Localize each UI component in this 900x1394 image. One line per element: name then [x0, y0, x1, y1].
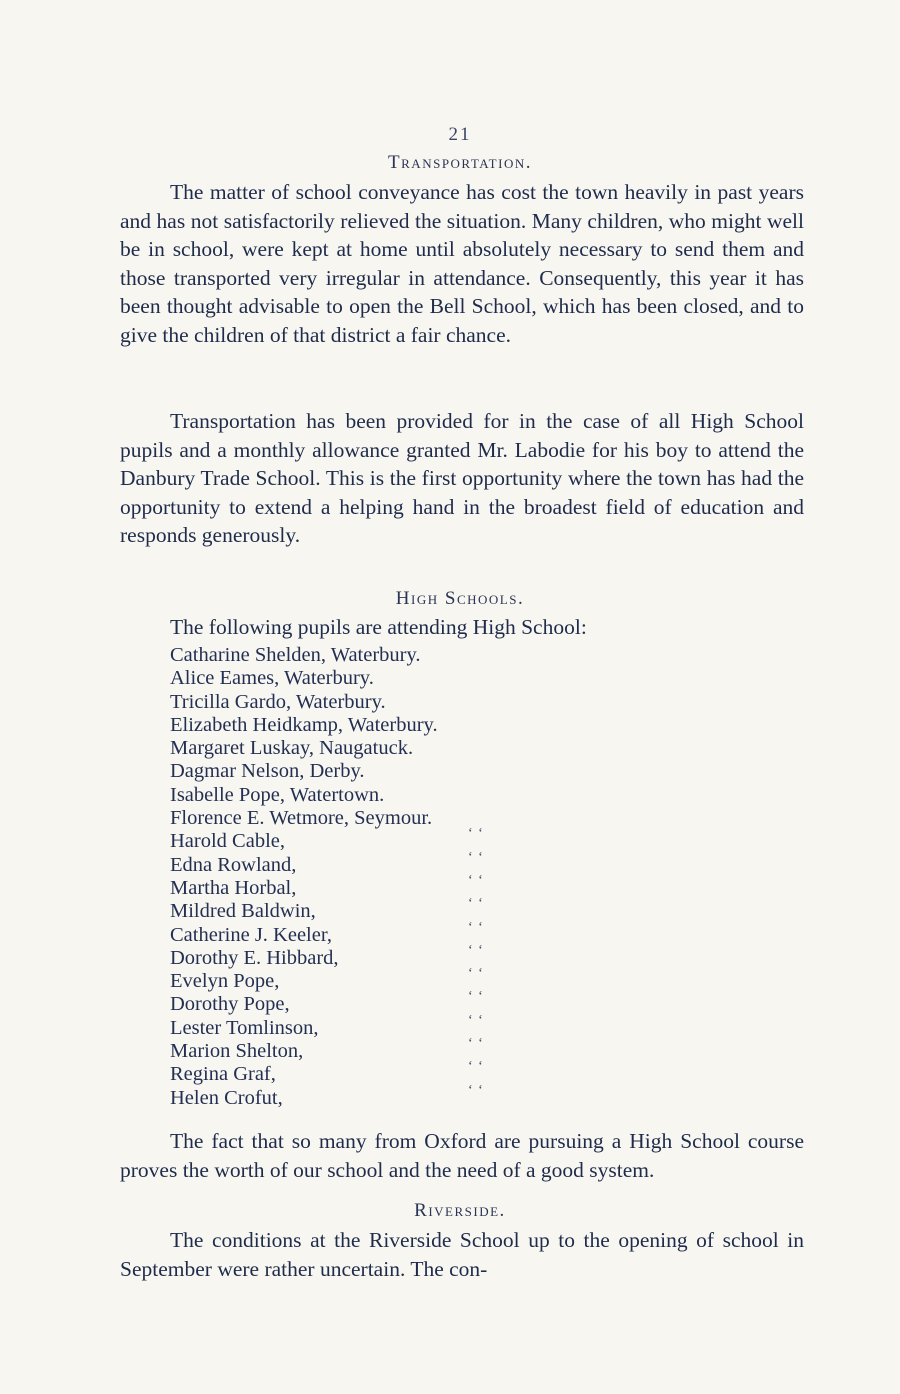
- ditto-mark: ‘ ‘: [468, 826, 484, 842]
- paragraph-text: The matter of school conveyance has cost the town heavily in past years and has not satisfactorily relieved the situation. Many children, who might well be in school, were kept at home until absolutely necessary to send them and those transported very irregular in attendance. Consequently, this year it has been thought advisable to open the Bell School, which has been closed, and to give the children of that district a fair chance.: [120, 180, 804, 347]
- pupil-name: Evelyn Pope,: [170, 970, 280, 993]
- heading-transportation: Transportation.: [388, 152, 532, 173]
- pupil-name: Isabelle Pope, Watertown.: [170, 783, 385, 806]
- pupil-name: Edna Rowland,: [170, 853, 297, 876]
- pupil-name: Lester Tomlinson,: [170, 1016, 319, 1039]
- pupil-list-item: [170, 1036, 590, 1063]
- pupil-list-item: [170, 760, 590, 783]
- ditto-mark: ‘ ‘: [468, 966, 484, 982]
- paragraph-high-schools-closing: [120, 1127, 804, 1184]
- ditto-mark: ‘ ‘: [468, 1036, 484, 1052]
- pupil-list-item: [170, 737, 590, 760]
- pupil-list-item: [170, 872, 590, 900]
- pupil-list-item: [170, 644, 590, 667]
- pupil-name: Tricilla Gardo, Waterbury.: [170, 690, 386, 713]
- pupil-list-item: [170, 849, 590, 877]
- paragraph-text: The conditions at the Riverside School up to the opening of school in September were rather uncertain. The con-: [120, 1228, 804, 1281]
- ditto-mark: ‘ ‘: [468, 872, 484, 888]
- pupil-name: Dorothy E. Hibbard,: [170, 946, 339, 969]
- pupil-list-item: [170, 1082, 590, 1110]
- pupil-name: Margaret Luskay, Naugatuck.: [170, 737, 414, 760]
- pupil-list-item: [170, 667, 590, 690]
- ditto-mark: ‘ ‘: [468, 849, 484, 865]
- pupil-name: Marion Shelton,: [170, 1040, 304, 1063]
- pupil-list-item: [170, 896, 590, 923]
- ditto-mark: ‘ ‘: [468, 1012, 484, 1028]
- ditto-mark: ‘ ‘: [468, 1059, 484, 1075]
- pupil-name: Florence E. Wetmore, Seymour.: [170, 807, 433, 830]
- paragraph-text: The fact that so many from Oxford are pursuing a High School course proves the worth of our school and the need of a good system.: [120, 1129, 804, 1182]
- pupil-name: Alice Eames, Waterbury.: [170, 667, 374, 690]
- pupil-list-item: [170, 826, 590, 853]
- paragraph-text: Transportation has been provided for in the case of all High School pupils and a monthly allowance granted Mr. Labodie for his boy to attend the Danbury Trade School. This is the first opportunity where the town has had the opportunity to extend a helping hand in the broadest field of education and responds generously.: [120, 409, 804, 548]
- pupil-list-item: [170, 784, 590, 807]
- pupil-list-item: [170, 942, 590, 970]
- pupil-list-item: [170, 966, 590, 993]
- pupil-list-item: [170, 919, 590, 947]
- pupil-list: [170, 644, 590, 1110]
- pupil-name: Regina Graf,: [170, 1063, 276, 1086]
- heading-high-schools: High Schools.: [395, 588, 525, 609]
- pupil-name: Helen Crofut,: [170, 1086, 283, 1109]
- pupil-list-item: [170, 989, 590, 1016]
- ditto-mark: ‘ ‘: [468, 942, 484, 958]
- pupil-name: Dagmar Nelson, Derby.: [170, 760, 365, 783]
- pupil-name: Martha Horbal,: [170, 876, 297, 899]
- pupil-list-item: [170, 807, 590, 830]
- page-number: 21: [448, 124, 472, 145]
- paragraph-transportation-2: [120, 407, 804, 550]
- pupil-list-item: [170, 1059, 590, 1086]
- paragraph-transportation-1: [120, 178, 804, 350]
- ditto-mark: ‘ ‘: [468, 989, 484, 1005]
- pupil-list-item: [170, 691, 590, 714]
- pupil-name: Catharine Shelden, Waterbury.: [170, 644, 421, 666]
- heading-riverside: Riverside.: [414, 1200, 506, 1221]
- pupil-list-item: [170, 714, 590, 737]
- pupil-name: Elizabeth Heidkamp, Waterbury.: [170, 713, 438, 736]
- ditto-mark: ‘ ‘: [468, 1082, 484, 1098]
- paragraph-riverside: [120, 1226, 804, 1283]
- pupil-name: Mildred Baldwin,: [170, 900, 316, 923]
- ditto-mark: ‘ ‘: [468, 919, 484, 935]
- pupil-name: Catherine J. Keeler,: [170, 923, 332, 946]
- pupil-name: Harold Cable,: [170, 830, 285, 853]
- pupil-list-item: [170, 1012, 590, 1040]
- ditto-mark: ‘ ‘: [468, 896, 484, 912]
- pupil-name: Dorothy Pope,: [170, 993, 290, 1016]
- pupil-list-intro: The following pupils are attending High School:: [170, 615, 587, 639]
